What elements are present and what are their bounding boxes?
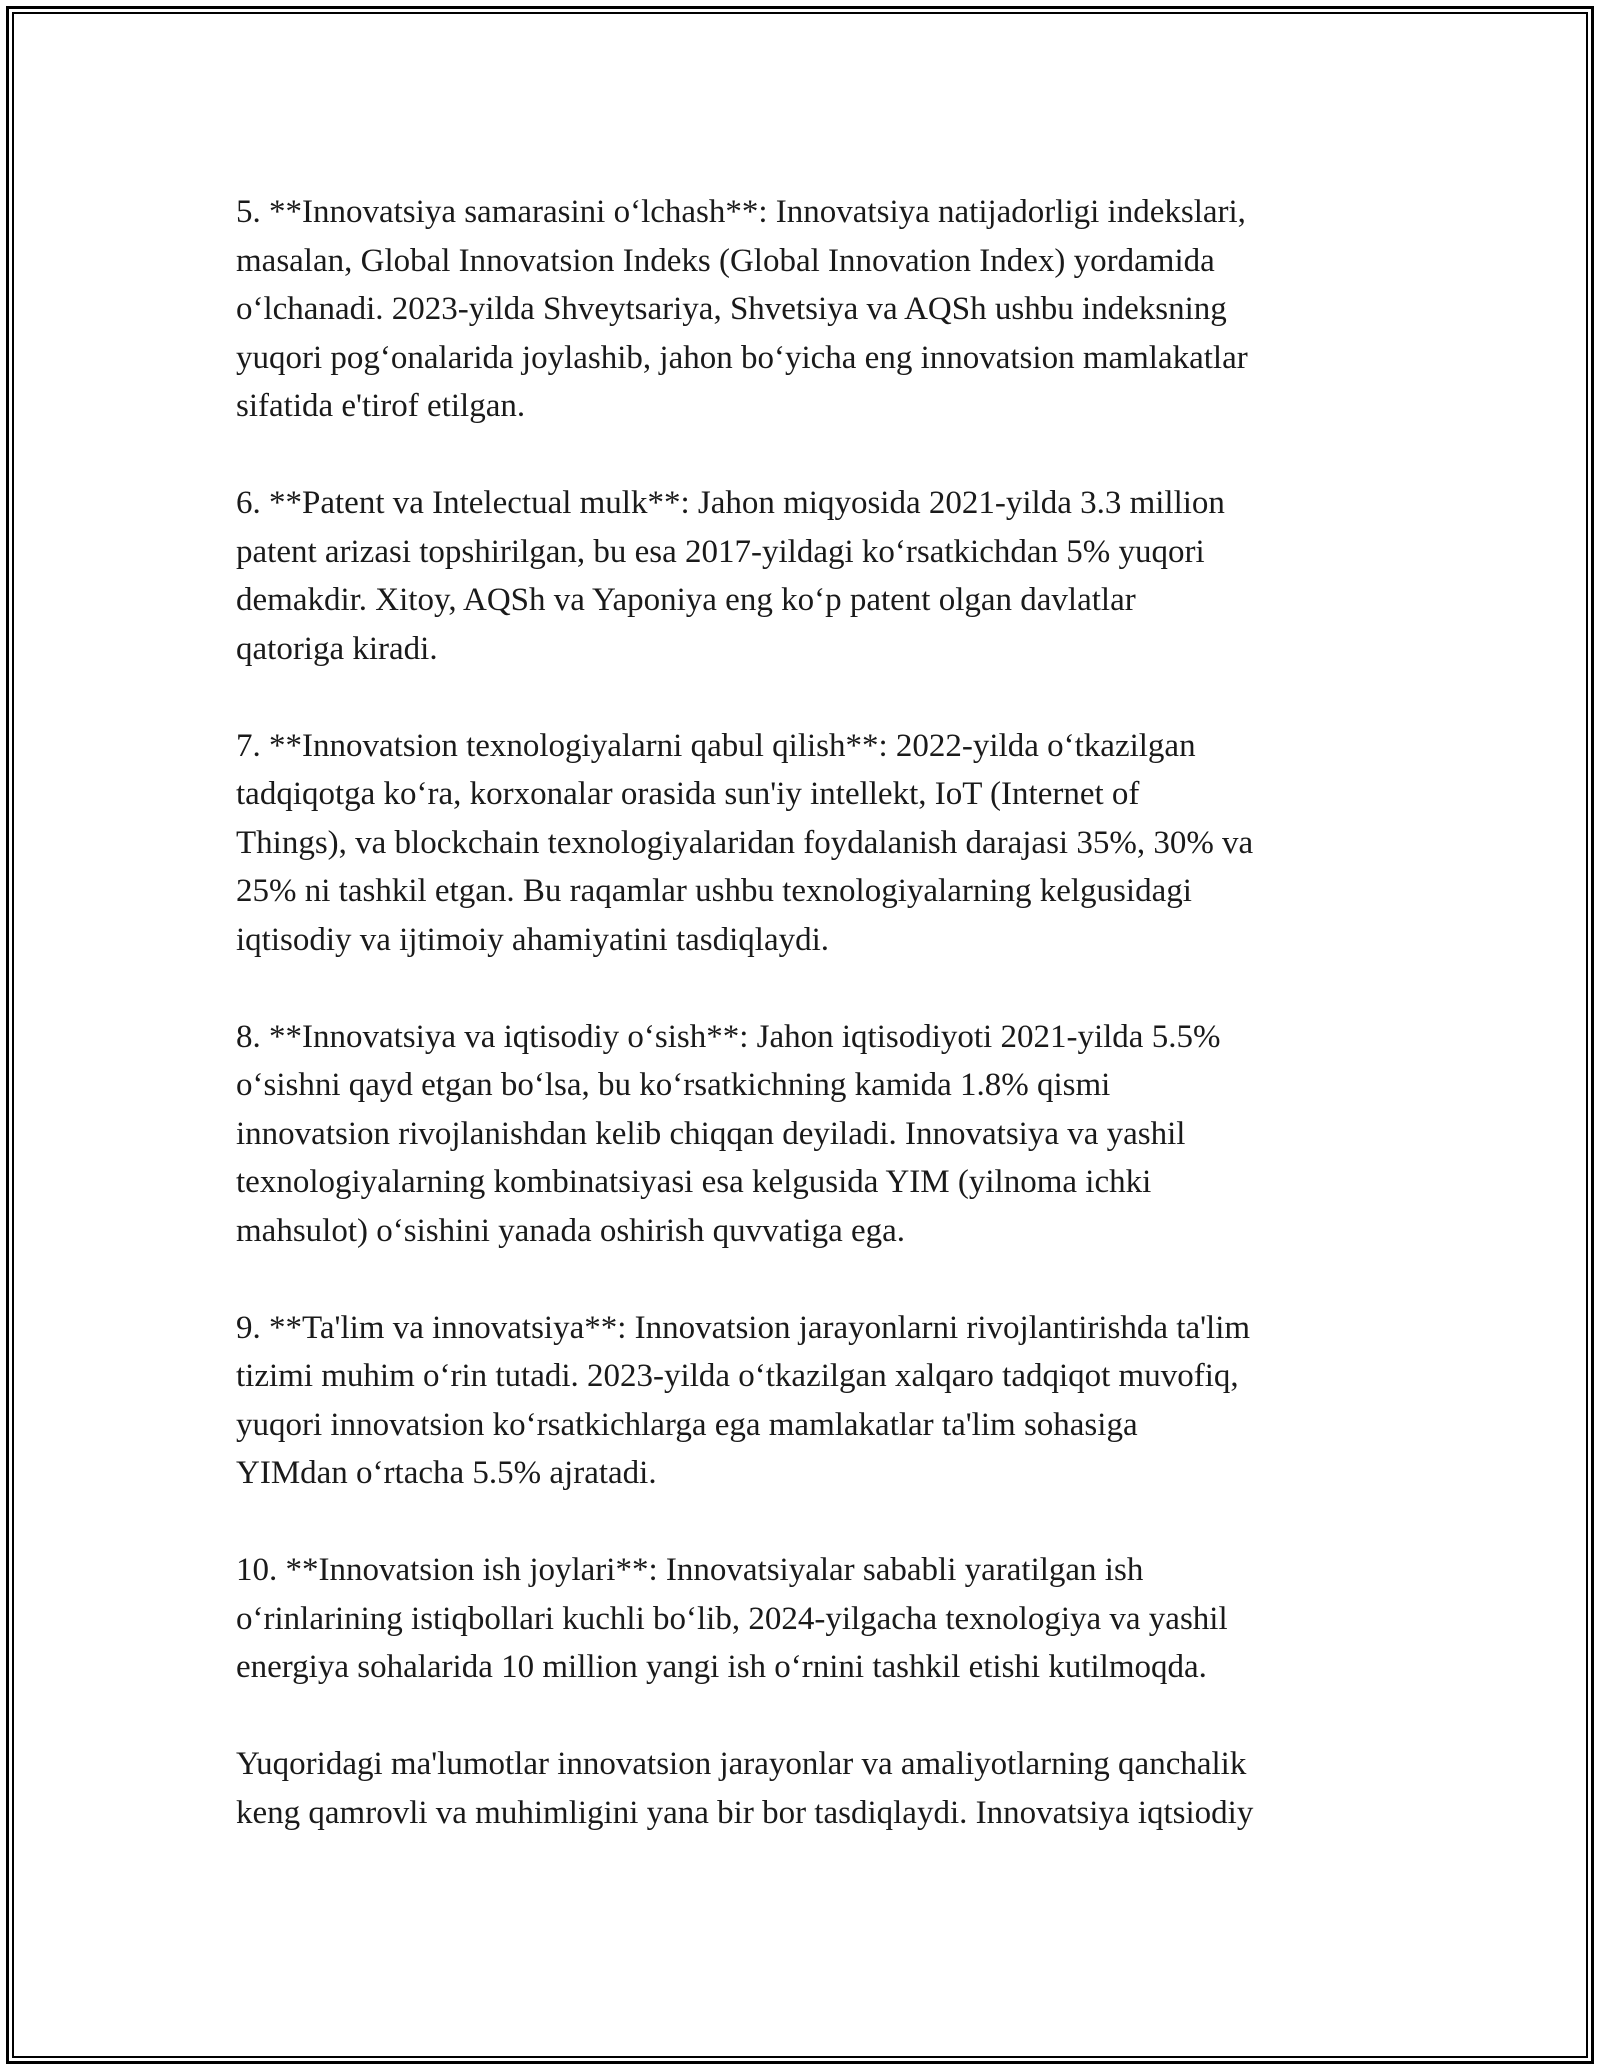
paragraph-item-5: 5. **Innovatsiya samarasini o‘lchash**: Innovatsiya natijadorligi indekslari, masalan, Global Innovatsion Indeks (Global Innovation Index) yordamida o‘lchanadi. 2023-yilda Shveytsariya, Shvetsiya va AQSh ushbu indeksning yuqori pog‘onalarida joylashib, jahon bo‘yicha eng innovatsion mamlakatlar sifatida e'tirof etilgan. — [236, 194, 1248, 424]
paragraph-item-10: 10. **Innovatsion ish joylari**: Innovatsiyalar sababli yaratilgan ish o‘rinlarining istiqbollari kuchli bo‘lib, 2024-yilgacha texnologiya va yashil energiya sohalarida 10 million yangi ish o‘rnini tashkil etishi kutilmoqda. — [236, 1552, 1228, 1685]
paragraph-item-6: 6. **Patent va Intelectual mulk**: Jahon miqyosida 2021-yilda 3.3 million patent arizasi topshirilgan, bu esa 2017-yildagi ko‘rsatkichdan 5% yuqori demakdir. Xitoy, AQSh va Yaponiya eng ko‘p patent olgan davlatlar qatoriga kiradi. — [236, 485, 1225, 667]
document-body — [236, 188, 1386, 1886]
paragraph-item-7: 7. **Innovatsion texnologiyalarni qabul qilish**: 2022-yilda o‘tkazilgan tadqiqotga ko‘ra, korxonalar orasida sun'iy intellekt, IoT (Internet of Things), va blockchain texnologiyalaridan foydalanish darajasi 35%, 30% va 25% ni tashkil etgan. Bu raqamlar ushbu texnologiyalarning kelgusidagi iqtisodiy va ijtimoiy ahamiyatini tasdiqlaydi. — [236, 727, 1254, 958]
paragraph-item-8: 8. **Innovatsiya va iqtisodiy o‘sish**: Jahon iqtisodiyoti 2021-yilda 5.5% o‘sishni qayd etgan bo‘lsa, bu ko‘rsatkichning kamida 1.8% qismi innovatsion rivojlanishdan kelib chiqqan deyiladi. Innovatsiya va yashil texnologiyalarning kombinatsiyasi esa kelgusida YIM (yilnoma ichki mahsulot) o‘sishini yanada oshirish quvvatiga ega. — [236, 1018, 1221, 1249]
paragraph-item-9: 9. **Ta'lim va innovatsiya**: Innovatsion jarayonlarni rivojlantirishda ta'lim tizimi muhim o‘rin tutadi. 2023-yilda o‘tkazilgan xalqaro tadqiqot muvofiq, yuqori innovatsion ko‘rsatkichlarga ega mamlakatlar ta'lim sohasiga YIMdan o‘rtacha 5.5% ajratadi. — [236, 1309, 1251, 1491]
paragraph-conclusion: Yuqoridagi ma'lumotlar innovatsion jarayonlar va amaliyotlarning qanchalik keng qamrovli va muhimligini yana bir bor tasdiqlaydi. Innovatsiya iqtsiodiy — [236, 1746, 1254, 1831]
